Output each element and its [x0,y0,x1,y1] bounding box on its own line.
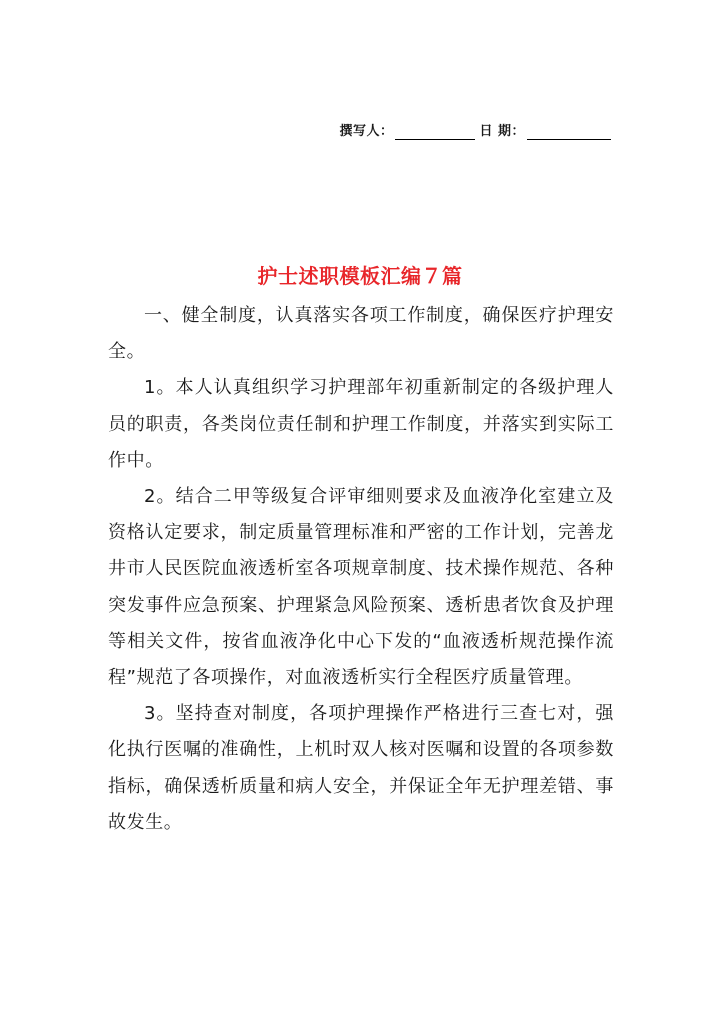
document-title: 护士述职模板汇编７篇 [257,264,463,288]
paragraph-item-1: 1。本人认真组织学习护理部年初重新制定的各级护理人员的职责，各类岗位责任制和护理工作制度，并落实到实际工作中。 [108,377,614,471]
author-label: 撰写人： [339,124,394,139]
document-body [108,298,614,841]
paragraph-item-2: 2。结合二甲等级复合评审细则要求及血液净化室建立及资格认定要求，制定质量管理标准和严密的工作计划，完善龙井市人民医院血液透析室各项规章制度、技术操作规范、各种突发事件应急预案、护理紧急风险预案、透析患者饮食及护理等相关文件，按省血液净化中心下发的“血液透析规范操作流程”规范了各项操作，对血液透析实行全程医疗质量管理。 [108,486,614,689]
date-label: 日 期： [479,124,525,139]
author-blank-line[interactable] [395,123,475,140]
date-blank-line[interactable] [527,123,611,140]
author-date-line [339,123,613,141]
paragraph-item-3: 3。坚持查对制度，各项护理操作严格进行三查七对，强化执行医嘱的准确性，上机时双人核对医嘱和设置的各项参数指标，确保透析质量和病人安全，并保证全年无护理差错、事故发生。 [108,703,614,833]
paragraph-section-one: 一、健全制度，认真落实各项工作制度，确保医疗护理安全。 [108,305,614,363]
